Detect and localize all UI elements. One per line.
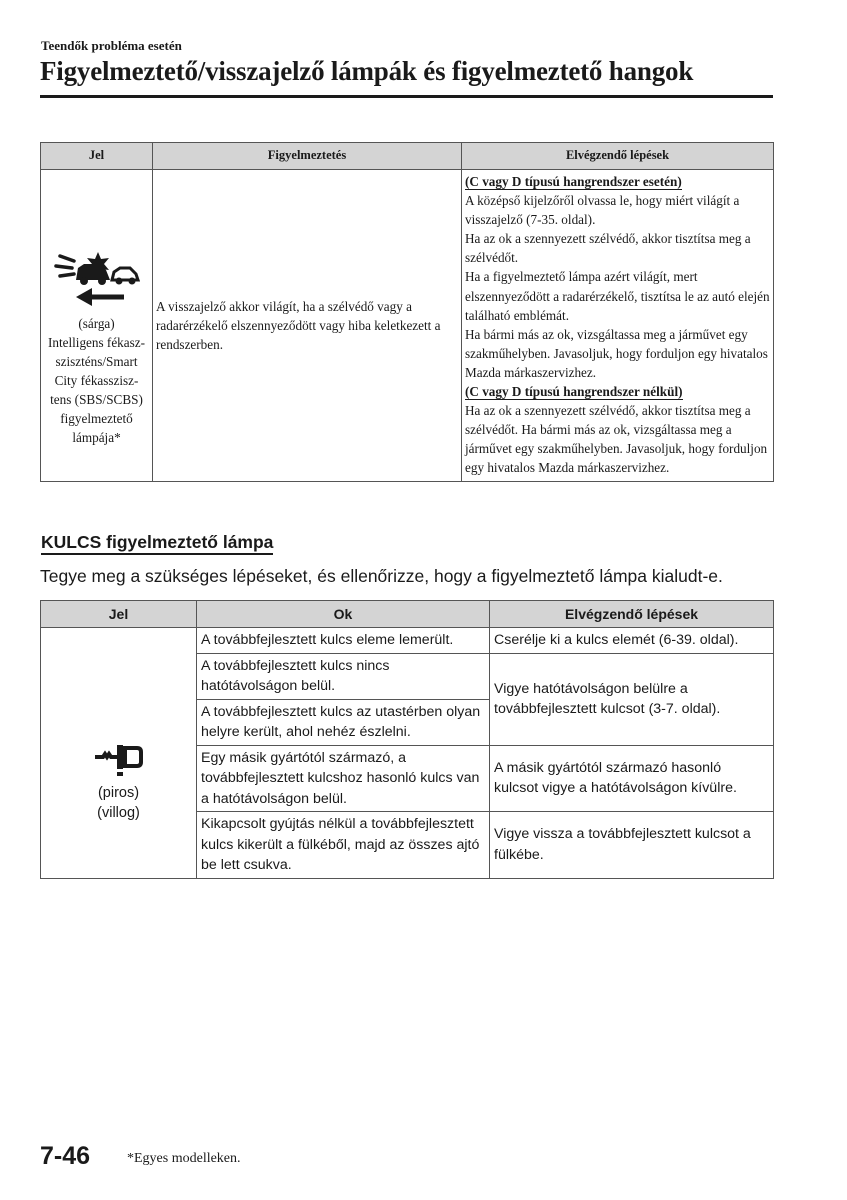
table-row: [41, 170, 774, 482]
table-row: [41, 628, 774, 654]
step-text: Ha bármi más az ok, vizsgáltassa meg a járművet egy szakműhelyben. Javasoljuk, hogy forduljon egy hivatalos Mazda márkaszervizhez.: [465, 326, 768, 380]
symbol-state-label: (villog): [97, 804, 140, 821]
cause-cell: A továbbfejlesztett kulcs nincs hatótávolságon belül.: [197, 653, 490, 699]
action-cell: Vigye vissza a továbbfejlesztett kulcsot a fülkébe.: [490, 812, 774, 879]
steps-cell: [462, 170, 774, 482]
cause-cell: A továbbfejlesztett kulcs eleme lemerült.: [197, 628, 490, 654]
collision-warning-icon: [54, 250, 140, 308]
column-header-lepesek: Elvégzendő lépések: [462, 143, 774, 170]
cause-cell: Egy másik gyártótól származó, a továbbfejlesztett kulcshoz hasonló kulcs van a hatótávolságon belül.: [197, 745, 490, 812]
cause-cell: Kikapcsolt gyújtás nélkül a továbbfejlesztett kulcs kikerült a fülkéből, majd az összes ajtó be lett csukva.: [197, 812, 490, 879]
column-header-jel: Jel: [41, 143, 153, 170]
symbol-line: tens (SBS/SCBS): [50, 392, 143, 408]
title-divider: [40, 95, 773, 98]
table-header-row: [41, 601, 774, 628]
symbol-line: lámpája*: [72, 430, 121, 446]
kulcs-section-title: KULCS figyelmeztető lámpa: [41, 531, 273, 555]
column-header-ok: Ok: [197, 601, 490, 628]
warning-cell: A visszajelző akkor világít, ha a szélvédő vagy a radarérzékelő elszennyeződött vagy hiba keletkezett a rendszerben.: [153, 170, 462, 482]
symbol-line: Intelligens fékasz-: [47, 335, 146, 351]
step-text: Ha az ok a szennyezett szélvédő, akkor tisztítsa meg a szélvédőt.: [465, 231, 751, 266]
page-title: Figyelmeztető/visszajelző lámpák és figyelmeztető hangok: [40, 56, 694, 86]
step-text: Ha az ok a szennyezett szélvédő, akkor tisztítsa meg a szélvédőt. Ha bármi más az ok, vizsgáltassa meg a járművet egy szakműhelyben. Javasoljuk, hogy forduljon egy hivatalos Mazda márkaszervizhez.: [465, 403, 768, 476]
page-number: 7-46: [40, 1142, 91, 1170]
symbol-line: City fékasszisz-: [54, 373, 139, 389]
symbol-cell: [41, 170, 153, 482]
action-cell: Vigye hatótávolságon belülre a továbbfejlesztett kulcsot (3-7. oldal).: [490, 653, 774, 745]
action-cell: Cserélje ki a kulcs elemét (6-39. oldal).: [490, 628, 774, 654]
symbol-line: figyelmeztető: [60, 411, 133, 427]
cause-cell: A továbbfejlesztett kulcs az utastérben olyan helyre került, ahol nehéz észlelni.: [197, 699, 490, 745]
column-header-jel: Jel: [41, 601, 197, 628]
symbol-cell: [41, 628, 197, 879]
kulcs-intro-text: Tegye meg a szükséges lépéseket, és ellenőrizze, hogy a figyelmeztető lámpa kialudt-e.: [40, 566, 723, 586]
step-text: Ha a figyelmeztető lámpa azért világít, mert elszennyeződött a radarérzékelő, tisztítsa le az autó elején található emblémát.: [465, 269, 770, 323]
symbol-color-label: (piros): [97, 784, 140, 801]
step-text: A középső kijelzőről olvassa le, hogy miért világít a visszajelző (7-35. oldal).: [465, 193, 740, 228]
symbol-line: (sárga): [78, 315, 115, 331]
key-warning-icon: [93, 741, 145, 777]
key-warning-table: [40, 600, 774, 879]
column-header-figyelmeztetes: Figyelmeztetés: [153, 143, 462, 170]
section-label: Teendők probléma esetén: [41, 38, 182, 53]
table-header-row: [41, 143, 774, 170]
action-cell: A másik gyártótól származó hasonló kulcsot vigye a hatótávolságon kívülre.: [490, 745, 774, 812]
column-header-lepesek: Elvégzendő lépések: [490, 601, 774, 628]
footnote: *Egyes modelleken.: [127, 1151, 241, 1166]
audio-without-cd-heading: (C vagy D típusú hangrendszer nélkül): [465, 384, 683, 400]
symbol-line: sziszténs/Smart: [55, 354, 138, 370]
audio-with-cd-heading: (C vagy D típusú hangrendszer esetén): [465, 174, 682, 189]
warning-lights-table: [40, 142, 774, 482]
